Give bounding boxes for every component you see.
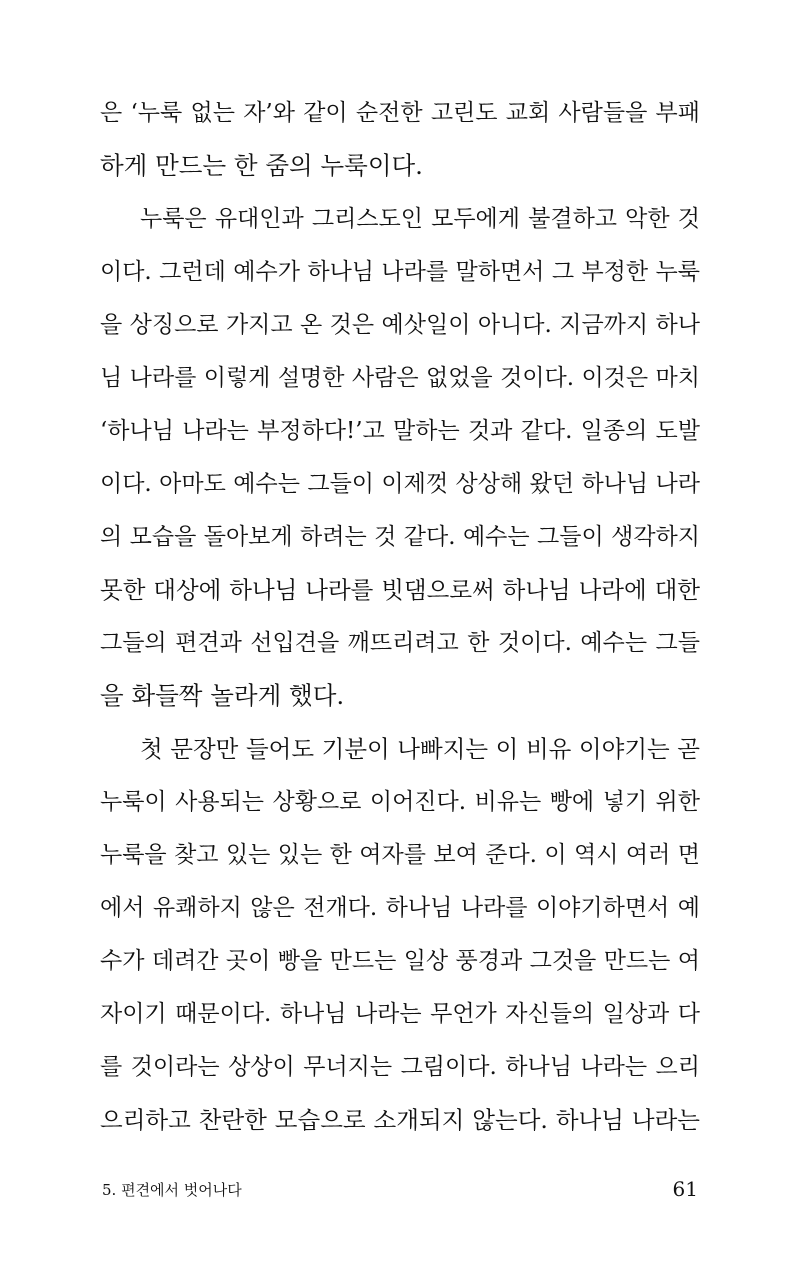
body-line: 을 화들짝 놀라게 했다. (100, 681, 345, 710)
body-line: 그들의 편견과 선입견을 깨뜨리려고 한 것이다. 예수는 그들 (100, 630, 700, 656)
running-footer-chapter-title: 5. 편견에서 벗어나다 (102, 1181, 242, 1199)
body-line: 이다. 아마도 예수는 그들이 이제껏 상상해 왔던 하나님 나라 (100, 471, 700, 497)
body-line: 수가 데려간 곳이 빵을 만드는 일상 풍경과 그것을 만드는 여 (100, 948, 700, 974)
body-line: 를 것이라는 상상이 무너지는 그림이다. 하나님 나라는 으리 (100, 1054, 700, 1080)
body-line: 누룩은 유대인과 그리스도인 모두에게 불결하고 악한 것 (140, 206, 700, 232)
body-line: 에서 유쾌하지 않은 전개다. 하나님 나라를 이야기하면서 예 (100, 895, 700, 921)
body-line: ‘하나님 나라는 부정하다!’고 말하는 것과 같다. 일종의 도발 (100, 418, 700, 444)
body-line: 의 모습을 돌아보게 하려는 것 같다. 예수는 그들이 생각하지 (100, 524, 700, 550)
body-line: 못한 대상에 하나님 나라를 빗댐으로써 하나님 나라에 대한 (100, 576, 700, 604)
body-line: 자이기 때문이다. 하나님 나라는 무언가 자신들의 일상과 다 (100, 1001, 700, 1027)
body-line: 누룩이 사용되는 상황으로 이어진다. 비유는 빵에 넣기 위한 (100, 789, 700, 815)
page-number: 61 (672, 1177, 698, 1201)
body-line: 님 나라를 이렇게 설명한 사람은 없었을 것이다. 이것은 마치 (100, 365, 700, 391)
body-line: 첫 문장만 들어도 기분이 나빠지는 이 비유 이야기는 곧 (140, 735, 700, 763)
body-line: 하게 만드는 한 줌의 누룩이다. (100, 151, 423, 180)
body-line: 누룩을 찾고 있는 있는 한 여자를 보여 준다. 이 역시 여러 면 (100, 842, 700, 868)
body-line: 으리하고 찬란한 모습으로 소개되지 않는다. 하나님 나라는 (100, 1106, 700, 1134)
body-line: 은 ‘누룩 없는 자’와 같이 순전한 고린도 교회 사람들을 부패 (100, 100, 700, 126)
body-line: 을 상징으로 가지고 온 것은 예삿일이 아니다. 지금까지 하나 (100, 312, 700, 338)
body-line: 이다. 그런데 예수가 하나님 나라를 말하면서 그 부정한 누룩 (100, 259, 700, 285)
